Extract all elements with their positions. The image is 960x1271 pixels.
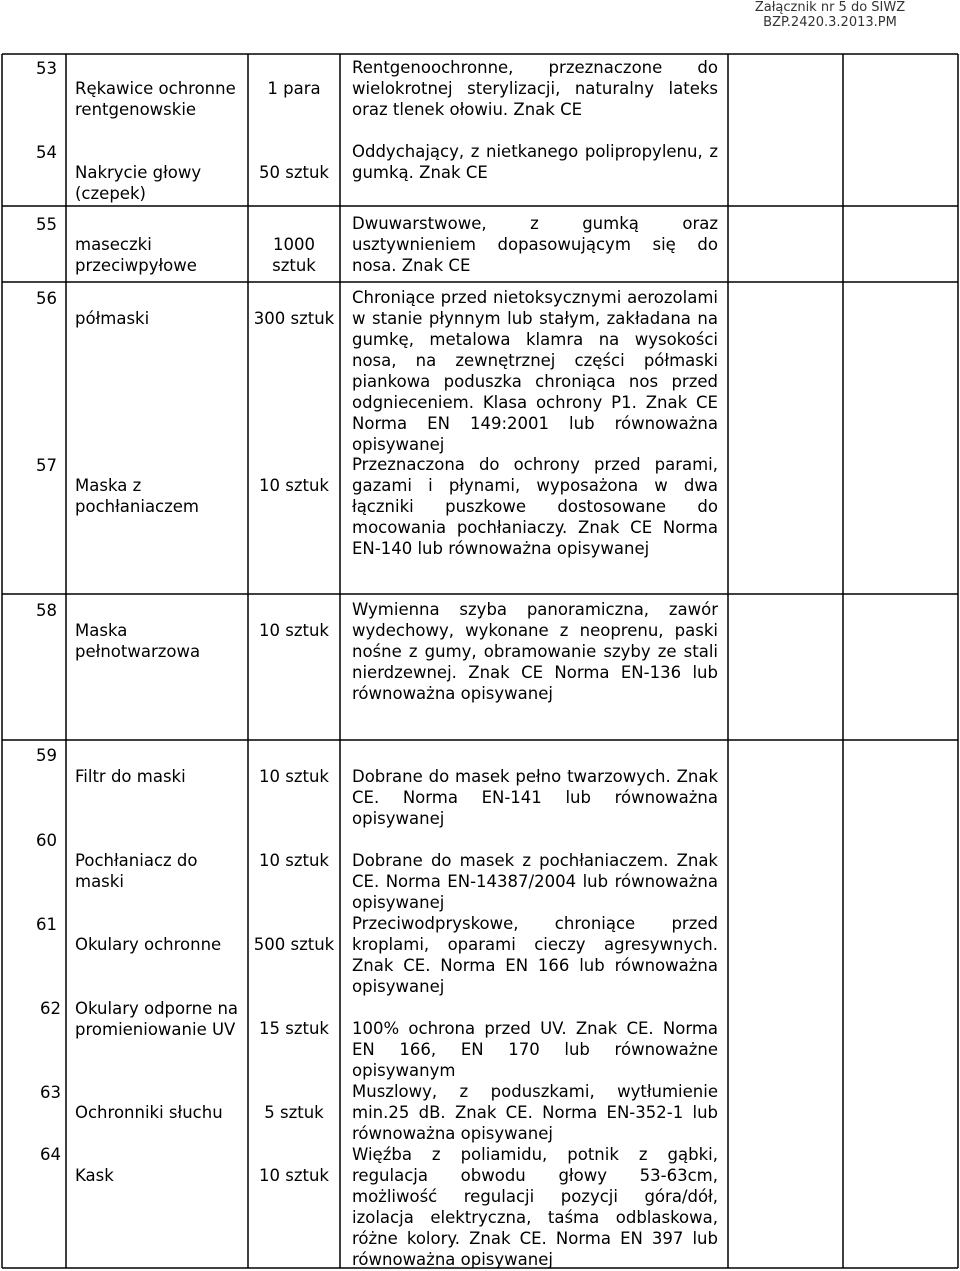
- row-55-number: 55: [36, 215, 57, 234]
- row-64-number: 64: [40, 1145, 61, 1164]
- row-58-quantity: 10 sztuk: [259, 621, 329, 640]
- row-56-description: Chroniące przed nietoksycznymi aerozolami w stanie płynnym lub stałym, zakładana na gumkę, metalowa klamra na wysokości nosa, na zewnętrznej części półmaski piankowa poduszka chroniąca nos przed odgnieceniem. Klasa ochrony P1. Znak CE Norma EN 149:2001 lub równoważna opisywanej: [352, 288, 718, 454]
- row-58-number: 58: [36, 601, 57, 620]
- row-59-number: 59: [36, 746, 57, 765]
- row-60-number: 60: [36, 831, 57, 850]
- row-64-quantity: 10 sztuk: [259, 1166, 329, 1185]
- row-53-description: Rentgenoochronne, przeznaczone do wielokrotnej sterylizacji, naturalny lateks oraz tlenek ołowiu. Znak CE: [352, 58, 718, 119]
- row-61-item-name: Okulary ochronne: [75, 935, 222, 954]
- row-59-item-name: Filtr do maski: [75, 767, 186, 786]
- attachment-label: Załącznik nr 5 do SIWZ: [754, 0, 906, 15]
- row-55-item-name: maseczki przeciwpyłowe: [75, 235, 197, 275]
- row-62-quantity: 15 sztuk: [259, 1019, 329, 1038]
- row-60-quantity: 10 sztuk: [259, 851, 329, 870]
- row-55-description: Dwuwarstwowe, z gumką oraz usztywnieniem dopasowującym się do nosa. Znak CE: [352, 214, 718, 275]
- row-62-number: 62: [40, 999, 61, 1018]
- row-63-quantity: 5 sztuk: [264, 1103, 324, 1122]
- row-61-description: Przeciwodpryskowe, chroniące przed kroplami, oparami cieczy agresywnych. Znak CE. Norma EN 166 lub równoważna opisywanej: [352, 914, 718, 996]
- row-62-item-name: Okulary odporne na promieniowanie UV: [75, 999, 239, 1039]
- row-63-item-name: Ochronniki słuchu: [75, 1103, 223, 1122]
- row-56-item-name: półmaski: [75, 309, 150, 328]
- row-61-quantity: 500 sztuk: [253, 935, 335, 954]
- row-56-number: 56: [36, 289, 57, 308]
- row-63-number: 63: [40, 1083, 61, 1102]
- row-57-description: Przeznaczona do ochrony przed parami, gazami i płynami, wyposażona w dwa łączniki puszkowe dostosowane do mocowania pochłaniaczy. Znak CE Norma EN-140 lub równoważna opisywanej: [352, 455, 718, 558]
- row-64-description: Więźba z poliamidu, potnik z gąbki, regulacja obwodu głowy 53-63cm, możliwość regulacji pozycji góra/dół, izolacja elektryczna, taśma odblaskowa, różne kolory. Znak CE. Norma EN 397 lub równoważna opisywanej: [352, 1145, 718, 1269]
- row-56-quantity: 300 sztuk: [253, 309, 335, 328]
- row-53-number: 53: [36, 59, 57, 78]
- row-55-quantity: 1000 sztuk: [272, 235, 316, 275]
- row-63-description: Muszlowy, z poduszkami, wytłumienie min.25 dB. Znak CE. Norma EN-352-1 lub równoważna opisywanej: [352, 1082, 718, 1143]
- reference-number: BZP.2420.3.2013.PM: [763, 15, 897, 30]
- row-62-description: 100% ochrona przed UV. Znak CE. Norma EN 166, EN 170 lub równoważne opisywanym: [352, 1019, 718, 1080]
- row-59-description: Dobrane do masek pełno twarzowych. Znak CE. Norma EN-141 lub równoważna opisywanej: [352, 767, 718, 828]
- row-60-description: Dobrane do masek z pochłaniaczem. Znak CE. Norma EN-14387/2004 lub równoważna opisywanej: [352, 851, 718, 912]
- row-54-number: 54: [36, 143, 57, 162]
- row-53-item-name: Rękawice ochronne rentgenowskie: [75, 79, 236, 119]
- row-54-item-name: Nakrycie głowy (czepek): [75, 163, 202, 203]
- row-60-item-name: Pochłaniacz do maski: [75, 851, 198, 891]
- row-54-description: Oddychający, z nietkanego polipropylenu, z gumką. Znak CE: [352, 142, 718, 182]
- row-58-item-name: Maska pełnotwarzowa: [75, 621, 201, 661]
- row-57-item-name: Maska z pochłaniaczem: [75, 476, 200, 516]
- row-64-item-name: Kask: [75, 1166, 114, 1185]
- row-61-number: 61: [36, 915, 57, 934]
- row-58-description: Wymienna szyba panoramiczna, zawór wydechowy, wykonane z neoprenu, paski nośne z gumy, obramowanie szyby ze stali nierdzewnej. Znak CE Norma EN-136 lub równoważna opisywanej: [352, 600, 718, 703]
- row-54-quantity: 50 sztuk: [259, 163, 329, 182]
- row-53-quantity: 1 para: [267, 79, 321, 98]
- row-57-quantity: 10 sztuk: [259, 476, 329, 495]
- row-59-quantity: 10 sztuk: [259, 767, 329, 786]
- row-57-number: 57: [36, 456, 57, 475]
